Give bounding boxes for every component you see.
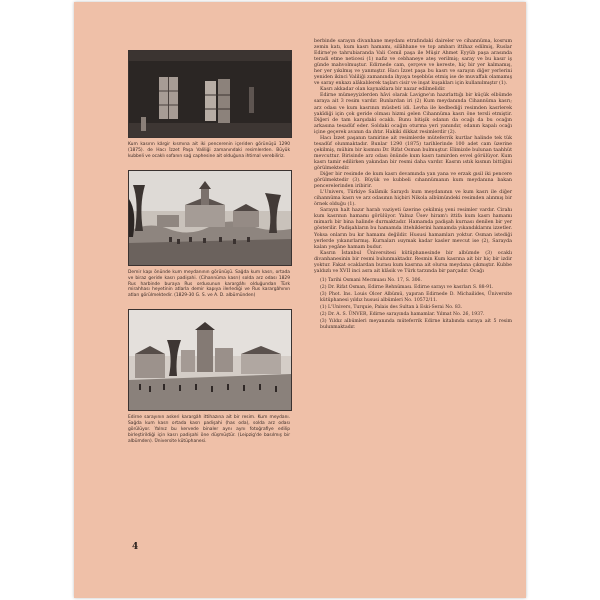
footnote: (3) Phot. Ins. Louis Olcer Albümü, yapıran Edirnede D. Michailides, Üniversite kütüphanesi yıldız hususi albümleri No. 10572/11. <box>320 292 512 303</box>
figure-1-caption: Kum kasırın kârgir kısmına ait iki pencerenin içeriden görünüşü 1290 (1875). de Hacı İzzet Paşa Valiliği zamanındaki resimlerden. Büyük kubbeli ve ocaklı sofanın sağ caphesine ait olduğuna ihtimal verebiliriz. <box>128 142 290 159</box>
footnote: (2) Dr. Rifat Osman, Edirne Rehnüması. Edirne sarayı ve kasrları S. 88-91. <box>320 284 494 290</box>
footnote: (1) L'Univers, Turquie, Palais des Sultan à Eski-Serai No. 83. <box>320 305 463 311</box>
document-page <box>74 2 526 598</box>
footnote: (3) Yıldız albümleri meyanında müteferrik Edirne kitabında saraya ait 5 resim bulunmaktadır. <box>320 319 512 331</box>
body-paragraph: L'Univers, Türkiye Salâmik Saraydı kum meydanının ve kum kasrı ile diğer cihannüma kasrı ve arz odasının hiçbiri Nikola albümündeki resimden alınmış bir örnek olduğu (1). <box>314 190 512 208</box>
figure-1-photo-windows <box>128 50 292 138</box>
body-paragraph: Sarayın halt hazır harab vaziyeti üzerine çekilmiş yeni resimler vardır. Cirahı kum kasrının hamamı görülüyor. Yalnız Üsev hiram'ı ittifa kum kasrı hamamı mimarlı bir bina halinde durmaktadır. Hamamda padişah kurnası denilen bir yer gösterilir. Padişahların bu hamamda ittehiklerini hamamda yıkandıklarını izzetler. Yoksa onların bu kır hamamı değildir. Hususi hamamları yoktur. Osman istediği yerlerde yıkanırlarmış. Kurnaları ısıymak kadar kasler mevcut ise (2), Sarayda kalan yegâne hamam budur. <box>314 208 512 250</box>
body-paragraph: Kasrı akkadar olan kaynaklara bir nazar edilmelidir. <box>320 87 446 93</box>
body-paragraph: Kasrın İstanbul Üniversitesi kütüphanesinde bir albümde (3) ocaklı divanhanesinin bir resmi bulunmaktadır. Resmin Kum kasrına ait bir hiç bir izdir yoktur. Fakat ocaklardan burası kum kasrına ait olursa meydana çıkmıştır. Kubbe yaldızlı ve XVII inci asra ait klâsik ve Türk tarzında bir parçadır. Ocağı <box>314 250 512 274</box>
footnotes <box>314 278 512 331</box>
figure-3-photo-military-camp <box>128 309 292 411</box>
page-number: 4 <box>132 542 139 552</box>
body-paragraph: Edirne mümeyyizlerden hâvi olarak Lavigne'ın hazırlattığı bir küçük elbümde saraya ait 3 resim vardır. Bunlardan iri (2) Kum meydanında Cihannüma kasrı; arz odası ve kum kasrının müsbeti idi. Levha ile kedbediği resimden kasrlerek yakîdiği için çok geride olması hizmi gelen Cihannüma kasrı öne tersli etmiştir. Diğeri de tam karşıdaki ocaklı. Bunu bitişik odanın da ocağı da bu ocağın arkasına tesadüf eder. Soldaki ocağın oturma yeri yanındır, odanın kapalı ocağı içine geçerek avanın da ıhtır. Hakiki dikkat resimlerdir (2). <box>314 93 512 135</box>
figure-2-caption: Demir kapı önünde kum meydanının görünüşü. Sağda kum kasrı, ortada ve biraz geride kasrı padişahi. (Cihannüma kasrı) solda arz odası 1829 Rus harbinde buraya Rus ordusunun karargâhı olduğundan Türk mirahhası heyetinin atlarla demir kapıya ilerlediği ve Rus karargâhının atları görülmektedir. (1829-30 G. S. ve A. D. albümünden) <box>128 269 290 299</box>
body-paragraph: berbinde sarayın divanhane meydanı etrafındaki daireler ve cihannüma, kosrum zemin katı, kum kasrı hamamı, silâhhane ve top ambarı ittihaz edilmiş, Ruslar Edirne'ye tahrubiaranda Vali Cemil paşa ile Müşir Ahmet Eyyüb paşa arasında teradi etme neticesi (1) nafiz ve cebhaneye ateş verilmiş; saray ve bu kasır iş günde mahvolmuştur. Edirnede cam, çerçeve ve kereste, hiç bir yer kalmamış, her yer yıkılmış ve yanmıştır. Hacı İzzet paşa bu kasrı ve sarayın diğer yerlerini yeniden ikinci Valiliği zamanında ihyaya teşebbüs etmiş ise de muvaffak olamamış ve saray enkazı alâkalılerek taşları cisir ve inşat kuşakları için kullanılmıştır (1). <box>314 39 513 87</box>
body-paragraph: Hacı İzzet paşanın tamirine ait resimlerde müteferrik kurtlar halinde tek tük tesadüf olunmaktadır. Bunlar 1290 (1875) tarihlerinde 100 adet cam üzerine çekilmiş, mühim bir kısmını Dr. Rifat Osman bulmuştur. Elimizde bulunan taahhüt mevcuttur. Birisinde arz odası önünde kum kasrı tamirden evvel görülüyor. Kum kasrı tamir edilirken yakından bir resmi daha vardır. Kasrın ıstık kısmın bittiğini görülmektedir. <box>314 135 512 171</box>
figures-column <box>128 50 290 445</box>
body-text-column <box>314 39 512 332</box>
footnote: (2) Dr. A. S. ÜNVER, Edirne sarayında hamamlar. Yılmat No. 26, 1937. <box>320 312 485 318</box>
figure-2-photo-kum-meydani-engraving <box>128 170 292 266</box>
figure-3-caption: Edirne sarayının askeri karargâh ittihazına ait bir resim. Kum meydanı. Sağda kum kasrı ortada kasrı padişahi (has oda), solda arz odası görülüyor. Yalnız bu kervede binaler aynı aynı fotoğrafiye edilip birleştirildiği için kasrı padişahi öne düşmüştür. (Leipzig'de basılmış bir albümden). Üniversite kütüphanesi. <box>128 415 290 444</box>
body-paragraph: Diğer bir resimde de kum kasrı devamında yan yana ve erzak gısil iki pencere görülmektedir (3). Büyük ve kubbeli cıhannümanın kum meydanına bakan pencerelerinden iribirir. <box>314 172 512 190</box>
footnote: (1) Tarihi Osmani Mecmuası No. 17, S. 306. <box>320 277 422 283</box>
